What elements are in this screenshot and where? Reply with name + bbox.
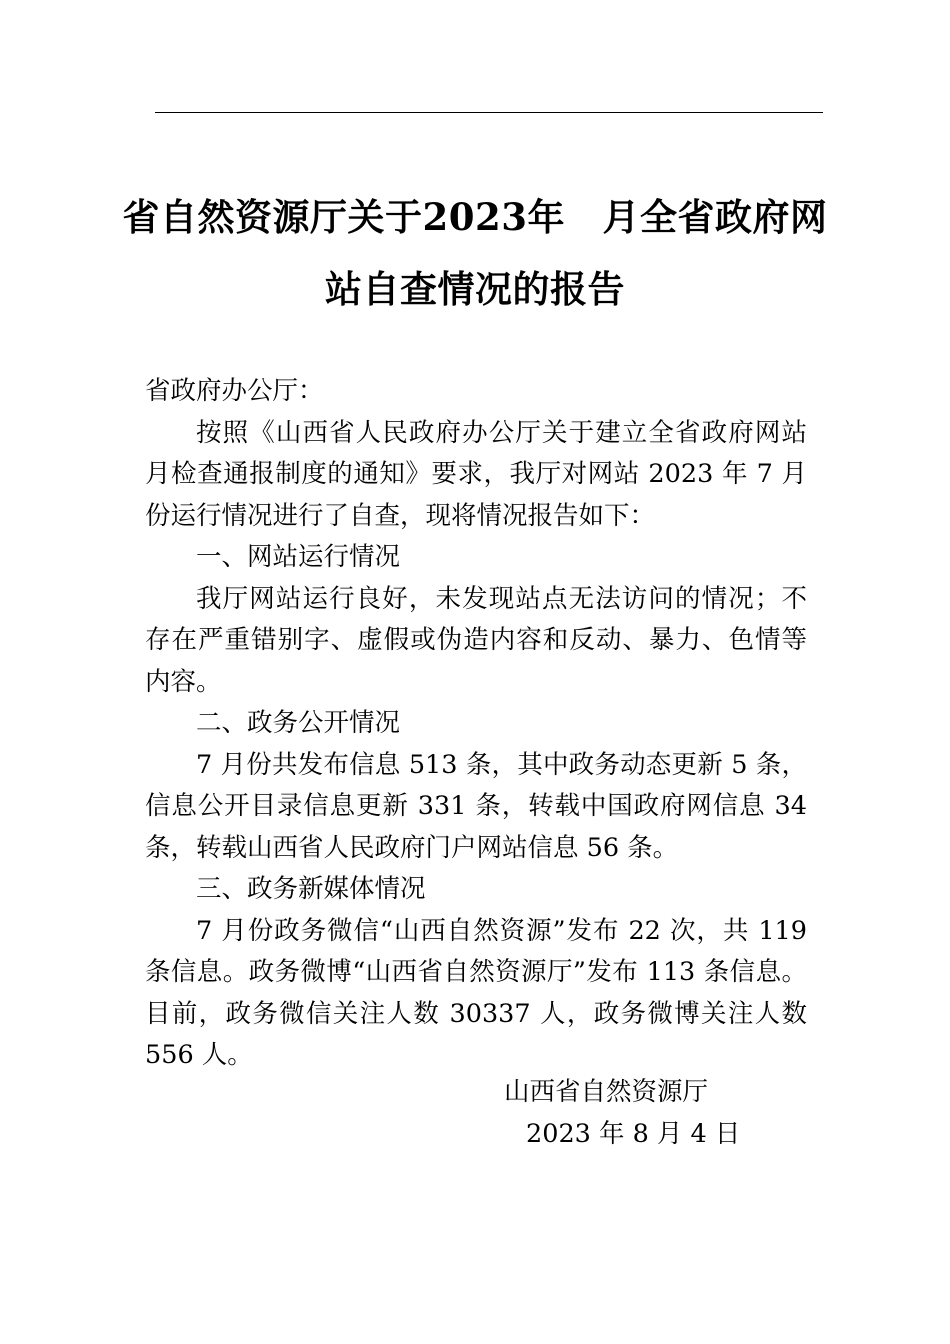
section-heading-new-media: 三、政务新媒体情况 bbox=[196, 874, 426, 904]
paragraph-website-operation: 我厅网站运行良好，未发现站点无法访问的情况；不存在严重错别字、虚假或伪造内容和反动、暴力、色情等内容。 bbox=[145, 583, 807, 697]
section-heading-website-operation: 一、网站运行情况 bbox=[196, 542, 401, 572]
recipient: 省政府办公厅： bbox=[145, 376, 324, 406]
signature-organization: 山西省自然资源厅 bbox=[504, 1077, 709, 1107]
document-body bbox=[145, 371, 807, 1077]
paragraph-government-affairs: 7 月份共发布信息 513 条，其中政务动态更新 5 条，信息公开目录信息更新 331 条，转载中国政府网信息 34 条，转载山西省人民政府门户网站信息 56 条。 bbox=[145, 749, 807, 863]
document-title-line-2: 站自查情况的报告 bbox=[325, 267, 625, 311]
paragraph-intro: 按照《山西省人民政府办公厅关于建立全省政府网站月检查通报制度的通知》要求，我厅对网站 2023 年 7 月份运行情况进行了自查，现将情况报告如下： bbox=[145, 417, 807, 531]
paragraph-new-media: 7 月份政务微信“山西自然资源”发布 22 次，共 119 条信息。政务微博“山西省自然资源厅”发布 113 条信息。目前，政务微信关注人数 30337 人，政务微博关注人数 556 人。 bbox=[145, 915, 807, 1070]
document-title-line-1: 省自然资源厅关于2023年 月全省政府网 bbox=[122, 195, 828, 239]
signature-date: 2023 年 8 月 4 日 bbox=[526, 1119, 741, 1149]
header-rule bbox=[155, 112, 823, 113]
section-heading-government-affairs: 二、政务公开情况 bbox=[196, 708, 401, 738]
